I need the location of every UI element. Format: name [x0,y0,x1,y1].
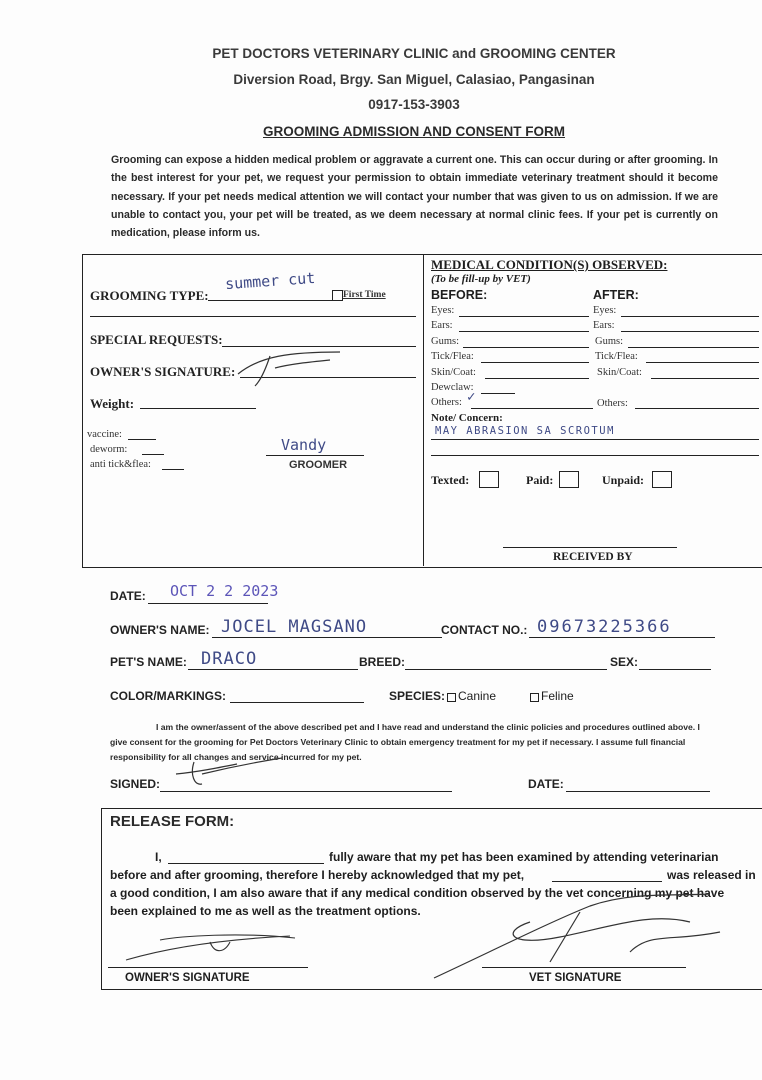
vet-sig-label: VET SIGNATURE [529,972,622,984]
after-eyes-label: Eyes: [593,305,617,316]
medical-subtitle: (To be fill-up by VET) [431,273,531,285]
after-skin-label: Skin/Coat: [597,367,642,378]
others-before-line[interactable] [471,408,593,409]
unpaid-label: Unpaid: [602,473,645,487]
owner-signature-label: OWNER'S SIGNATURE: [90,364,236,379]
release-i-label: I, [155,850,162,864]
contact-label: CONTACT NO.: [441,623,528,637]
release-text-1: fully aware that my pet has been examined by attending veterinarian [329,850,719,864]
after-eyes-line[interactable] [621,316,759,317]
vet-sig-line[interactable] [482,967,686,968]
groomer-label: GROOMER [289,459,348,471]
medical-title: MEDICAL CONDITION(S) OBSERVED: [431,257,668,272]
sex-label: SEX: [610,655,639,669]
date-line[interactable] [148,603,268,604]
clinic-phone: 0917-153-3903 [368,97,460,112]
others-after-line[interactable] [635,408,759,409]
note-line-1 [431,439,759,440]
clinic-name: PET DOCTORS VETERINARY CLINIC and GROOMING CENTER [212,46,616,61]
before-eyes-line[interactable] [459,316,589,317]
pet-name-line[interactable] [188,669,358,670]
release-text-4: been explained to me as well as the treatment options. [110,904,421,918]
pet-name-label: PET'S NAME: [110,655,187,669]
canine-checkbox[interactable] [447,693,456,702]
signed-label: SIGNED: [110,777,161,791]
vaccine-label: vaccine: [87,429,122,440]
others-after-label: Others: [597,398,628,409]
before-gums-line[interactable] [463,347,589,348]
consent-paragraph: I am the owner/assent of the above described pet and I have read and understand the clinic policies and procedures outlined above. I give consent for the grooming for Pet Doctors Veterinary Clinic to obtain emergency treatment for my pet if necessary. I assume full financial responsibility for all changes and service incurred for my pet. [110,722,700,762]
note-label: Note/ Concern: [431,412,503,424]
weight-line[interactable] [140,408,256,409]
owner-sig-line[interactable] [108,967,308,968]
grooming-type-line [208,300,332,301]
deworm-label: deworm: [90,444,128,455]
after-ears-line[interactable] [621,331,759,332]
first-time-label: First Time [343,290,386,300]
texted-label: Texted: [431,473,470,487]
vaccine-line[interactable] [128,439,156,440]
before-skin-label: Skin/Coat: [431,367,476,378]
contact-value[interactable]: 09673225366 [537,617,672,637]
pet-name-value[interactable]: DRACO [201,649,258,669]
others-checkmark: ✓ [467,389,476,405]
signed-scribble [172,754,292,794]
received-by-line[interactable] [503,547,677,548]
others-label: Others: [431,397,462,408]
dewclaw-line[interactable] [481,393,515,394]
after-tick-line[interactable] [646,362,759,363]
signed-date-label: DATE: [528,777,564,791]
owner-signature-scribble [230,346,350,391]
sex-line[interactable] [639,669,711,670]
weight-label: Weight: [90,396,135,411]
release-owner-scribble [120,930,310,970]
release-pet-line[interactable] [552,881,662,882]
before-label: BEFORE: [431,288,488,302]
received-by-label: RECEIVED BY [553,551,633,563]
before-eyes-label: Eyes: [431,305,455,316]
breed-line[interactable] [405,669,607,670]
special-requests-label: SPECIAL REQUESTS: [90,332,223,347]
release-name-line[interactable] [168,863,324,864]
before-tick-line[interactable] [481,362,589,363]
texted-checkbox[interactable] [479,471,499,488]
anti-tick-line[interactable] [162,469,184,470]
groomer-line [266,455,364,456]
after-label: AFTER: [593,288,639,302]
color-markings-line[interactable] [230,702,364,703]
after-tick-label: Tick/Flea: [595,351,638,362]
grooming-type-value[interactable]: summer cut [224,268,316,294]
release-vet-scribble [430,892,730,982]
first-time-checkbox[interactable] [332,290,343,301]
note-value[interactable]: MAY ABRASION SA SCROTUM [435,425,615,437]
after-gums-line[interactable] [628,347,759,348]
feline-label: Feline [541,689,574,703]
date-label: DATE: [110,589,146,603]
grooming-type-label: GROOMING TYPE: [90,288,209,303]
before-skin-line[interactable] [485,378,589,379]
owner-name-label: OWNER'S NAME: [110,623,210,637]
unpaid-checkbox[interactable] [652,471,672,488]
form-title: GROOMING ADMISSION AND CONSENT FORM [263,124,565,139]
color-markings-label: COLOR/MARKINGS: [110,689,226,703]
intro-paragraph: Grooming can expose a hidden medical problem or aggravate a current one. This can occur during or after grooming. In the best interest for your pet, we request your permission to obtain immediate veterinary treatment should it become necessary. If your pet needs medical attention we will contact your number that was given to us on admission. If we are unable to contact you, your pet will be treated, as we deem necessary at normal clinic fees. If your pet is currently on medication, please inform us. [111,154,718,240]
signed-date-line[interactable] [566,791,710,792]
anti-tick-label: anti tick&flea: [90,459,151,470]
feline-checkbox[interactable] [530,693,539,702]
paid-checkbox[interactable] [559,471,579,488]
breed-label: BREED: [359,655,406,669]
note-line-2 [431,455,759,456]
dewclaw-label: Dewclaw: [431,382,474,393]
date-value[interactable]: OCT 2 2 2023 [170,582,279,600]
paid-label: Paid: [526,473,554,487]
deworm-line[interactable] [142,454,164,455]
groomer-name: Vandy [281,436,327,454]
release-title: RELEASE FORM: [110,813,235,830]
after-skin-line[interactable] [651,378,759,379]
release-text-3: a good condition, I am also aware that if any medical condition observed by the vet concerning my pet have [110,886,725,900]
release-text-2b: was released in [667,868,756,882]
before-gums-label: Gums: [431,336,460,347]
contact-line[interactable] [529,637,715,638]
clinic-address: Diversion Road, Brgy. San Miguel, Calasiao, Pangasinan [233,72,595,87]
before-ears-line[interactable] [459,331,589,332]
canine-label: Canine [458,689,497,703]
release-text-2a: before and after grooming, therefore I hereby acknowledged that my pet, [110,868,525,882]
owner-sig-label: OWNER'S SIGNATURE [125,972,250,984]
species-label: SPECIES: [389,689,446,703]
before-ears-label: Ears: [431,320,453,331]
before-tick-label: Tick/Flea: [431,351,474,362]
owner-name-value[interactable]: JOCEL MAGSANO [221,617,368,637]
table-divider [423,254,424,566]
after-ears-label: Ears: [593,320,615,331]
grooming-extra-line [90,316,416,317]
owner-name-line[interactable] [212,637,442,638]
after-gums-label: Gums: [595,336,624,347]
